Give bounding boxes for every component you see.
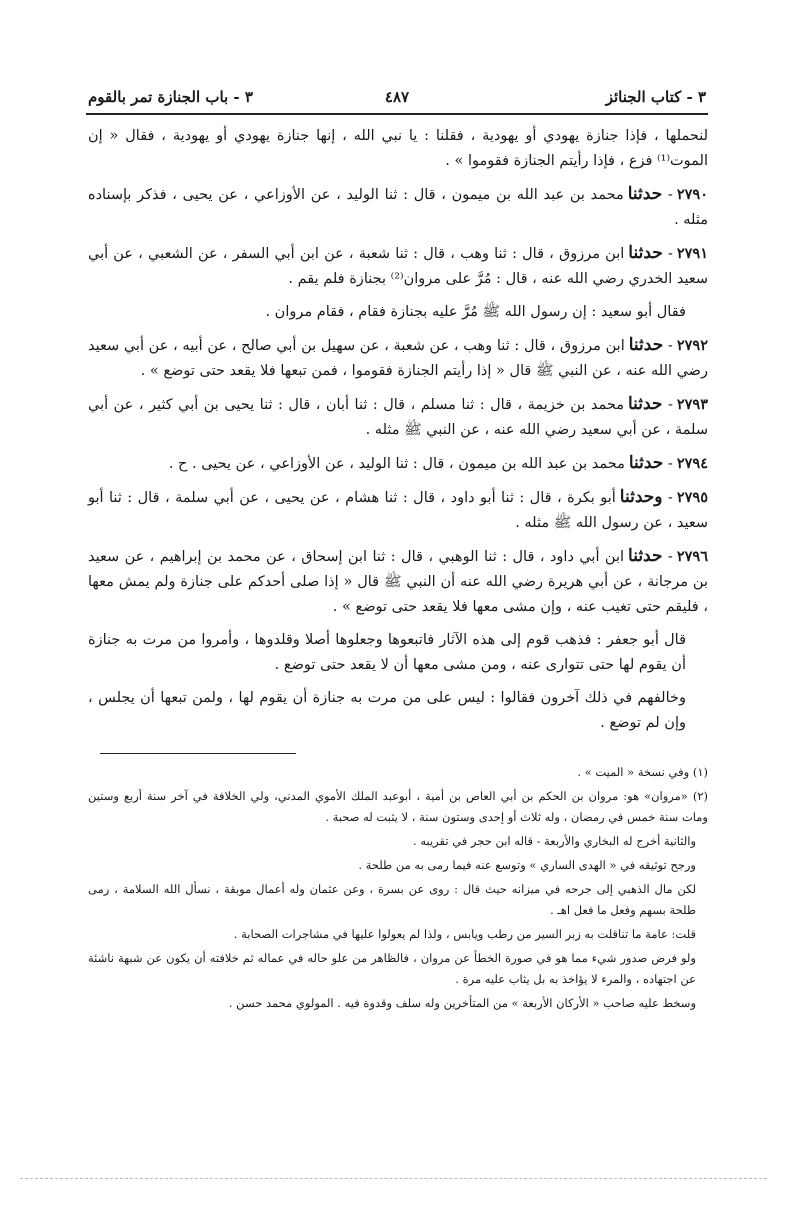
hadith-2791: ٢٧٩١- حدثناابن مرزوق ، قال : ثنا وهب ، قال : ثنا شعبة ، عن ابن أبي السفر ، عن الشعبي ، عن أبي سعيد الخدري رضي الله عنه ، قال : مُرَّ على مروان⁽²⁾ بجنازة فلم يقم . [88,243,708,287]
hadith-text: محمد بن خزيمة ، قال : ثنا مسلم ، قال : ثنا أبان ، قال : ثنا يحيى بن أبي كثير ، عن أبي سلمة ، عن أبي سعيد رضي الله عنه ، عن النبي ﷺ مثله . [88,397,708,438]
page-bottom-edge [20,1178,767,1179]
hadith-keyword: حدثنا [628,243,663,263]
hadith-text: أبو بكرة ، قال : ثنا أبو داود ، قال : ثنا هشام ، عن يحيى ، عن أبي سلمة ، قال : ثنا أبو سعيد ، عن رسول الله ﷺ مثله . [88,490,708,531]
hadith-keyword: حدثنا [627,184,663,204]
footnotes [88,762,708,1017]
hadith-keyword: حدثنا [628,546,663,566]
paragraph-text: وخالفهم في ذلك آخرون فقالوا : ليس على من مرت به جنازة أن يقوم لها ، ولمن تبعها أن يجلس ، وإن لم توضع . [88,690,686,731]
paragraph-intro [88,124,708,174]
hadith-2794: ٢٧٩٤- حدثنامحمد بن عبد الله بن ميمون ، قال : ثنا الوليد ، عن الأوزاعي ، عن يحيى . ح . [168,453,708,473]
hadith-number: ٢٧٩٦ [676,548,708,565]
hadith-text: ابن مرزوق ، قال : ثنا وهب ، عن شعبة ، عن سهيل بن أبي صالح ، عن أبيه ، عن أبي سعيد رضي الله عنه ، عن النبي ﷺ قال « إذا رأيتم الجنازة فقوموا ، فمن تبعها فلا يقعد حتى توضع » . [88,338,708,379]
footnote-1: (١) وفي نسخة « الميت » . [577,765,708,779]
hadith-number: ٢٧٩٥ [676,489,708,506]
paragraph-text: قال أبو جعفر : فذهب قوم إلى هذه الآثار فاتبعوها وجعلوها أصلا وقلدوها ، وأمروا من مرت به جنازة أن يقوم لها حتى تتوارى عنه ، ومن مشى معها أن لا يقعد حتى توضع . [88,632,686,673]
hadith-number: ٢٧٩٤ [676,455,708,472]
hadith-2792: ٢٧٩٢- حدثناابن مرزوق ، قال : ثنا وهب ، عن شعبة ، عن سهيل بن أبي صالح ، عن أبيه ، عن أبي سعيد رضي الله عنه ، عن النبي ﷺ قال « إذا رأيتم الجنازة فقوموا ، فمن تبعها فلا يقعد حتى توضع » . [88,335,708,379]
main-text [88,124,708,744]
footnote-2: (٢) «مروان» هو: مروان بن الحكم بن أبي العاص بن أمية ، أبوعبد الملك الأموي المدني، ولي الخلافة في آخر سنة أربع وستين ومات سنة خمس في رمضان ، وله ثلاث أو إحدى وستون سنة ، لا يثبت له صحبة . [88,789,708,824]
hadith-keyword: حدثنا [628,335,664,355]
hadith-text: محمد بن عبد الله بن ميمون ، قال : ثنا الوليد ، عن الأوزاعي ، عن يحيى ، فذكر بإسناده مثله . [88,187,708,228]
footnote-2-note: ورجح توثيقه في « الهدى الساري » وتوسع عنه فيما رمى به من طلحة . [358,858,696,872]
header-rule [86,113,708,115]
hadith-2796: ٢٧٩٦- حدثناابن أبي داود ، قال : ثنا الوهبي ، قال : ثنا ابن إسحاق ، عن محمد بن إبراهيم ، عن سعيد بن مرجانة ، عن أبي هريرة رضي الله عنه أن النبي ﷺ قال « إذا صلى أحدكم على جنازة ولم يمش معها ، فليقم حتى تغيب عنه ، وإن مشى معها فلا يقعد حتى توضع » . [88,546,708,615]
paragraph-abu-jafar [88,628,708,678]
hadith-2795: ٢٧٩٥- وحدثناأبو بكرة ، قال : ثنا أبو داود ، قال : ثنا هشام ، عن يحيى ، عن أبي سلمة ، قال : ثنا أبو سعيد ، عن رسول الله ﷺ مثله . [88,487,708,531]
hadith-keyword: حدثنا [627,394,663,414]
footnote-2-note: قلت: عامة ما تناقلت به زبر السير من رطب ويابس ، ولذا لم يعولوا عليها في مشاجرات الصحابة . [233,927,696,941]
paragraph-text: فقال أبو سعيد : إن رسول الله ﷺ مُرَّ عليه بجنازة فقام ، فقام مروان . [265,304,686,320]
page-header [88,88,706,112]
hadith-text: محمد بن عبد الله بن ميمون ، قال : ثنا الوليد ، عن الأوزاعي ، عن يحيى . ح . [168,456,625,472]
hadith-text: ابن أبي داود ، قال : ثنا الوهبي ، قال : ثنا ابن إسحاق ، عن محمد بن إبراهيم ، عن سعيد بن مرجانة ، عن أبي هريرة رضي الله عنه أن النبي ﷺ قال « إذا صلى أحدكم على جنازة ولم يمش معها ، فليقم حتى تغيب عنه ، وإن مشى معها فلا يقعد حتى توضع » . [88,549,708,615]
hadith-number: ٢٧٩١ [676,245,708,262]
hadith-keyword: وحدثنا [619,487,663,507]
paragraph-opponents [88,686,708,736]
footnote-divider [100,753,296,754]
footnote-2-note: والثانية أخرج له البخاري والأربعة - قاله ابن حجر في تقريبه . [413,834,696,848]
paragraph-abu-said [88,300,708,325]
hadith-number: ٢٧٩٠ [676,186,708,203]
hadith-text: ابن مرزوق ، قال : ثنا وهب ، قال : ثنا شعبة ، عن ابن أبي السفر ، عن الشعبي ، عن أبي سعيد الخدري رضي الله عنه ، قال : مُرَّ على مروان⁽²⁾ بجنازة فلم يقم . [88,246,708,287]
footnote-2-note: ولو فرض صدور شيء مما هو في صورة الخطأ عن مروان ، فالظاهر من علو حاله في عماله ثم خلافته أن يكون عن شبهة ناشئة عن اجتهاده ، والمرء لا يؤاخذ به بل يثاب عليه مرة . [88,951,696,986]
section-title: ٣ - باب الجنازة تمر بالقوم [88,88,253,106]
footnote-2-note: وسخط عليه صاحب « الأركان الأربعة » من المتأخرين وله سلف وقدوة فيه . المولوي محمد حسن . [228,996,696,1010]
hadith-number: ٢٧٩٢ [676,337,708,354]
hadith-keyword: حدثنا [628,453,664,473]
chapter-title: ٣ - كتاب الجنائز [605,88,706,106]
footnote-2-note: لكن مال الذهبي إلى جرحه في ميزانه حيث قال : روى عن بسرة ، وعن عثمان وله أعمال موبقة ، نسأل الله السلامة ، رمى طلحة بسهم وفعل ما فعل اهـ . [88,882,696,917]
hadith-2790: ٢٧٩٠- حدثنامحمد بن عبد الله بن ميمون ، قال : ثنا الوليد ، عن الأوزاعي ، عن يحيى ، فذكر بإسناده مثله . [88,184,708,228]
paragraph-text: لنحملها ، فإذا جنازة يهودي أو يهودية ، فقلنا : يا نبي الله ، إنها جنازة يهودي أو يهودية ، فقال « إن الموت⁽¹⁾ فزع ، فإذا رأيتم الجنازة فقوموا » . [88,128,708,169]
page-number: ٤٨٧ [384,88,410,106]
hadith-2793: ٢٧٩٣- حدثنامحمد بن خزيمة ، قال : ثنا مسلم ، قال : ثنا أبان ، قال : ثنا يحيى بن أبي كثير ، عن أبي سلمة ، عن أبي سعيد رضي الله عنه ، عن النبي ﷺ مثله . [88,394,708,438]
hadith-number: ٢٧٩٣ [676,396,708,413]
